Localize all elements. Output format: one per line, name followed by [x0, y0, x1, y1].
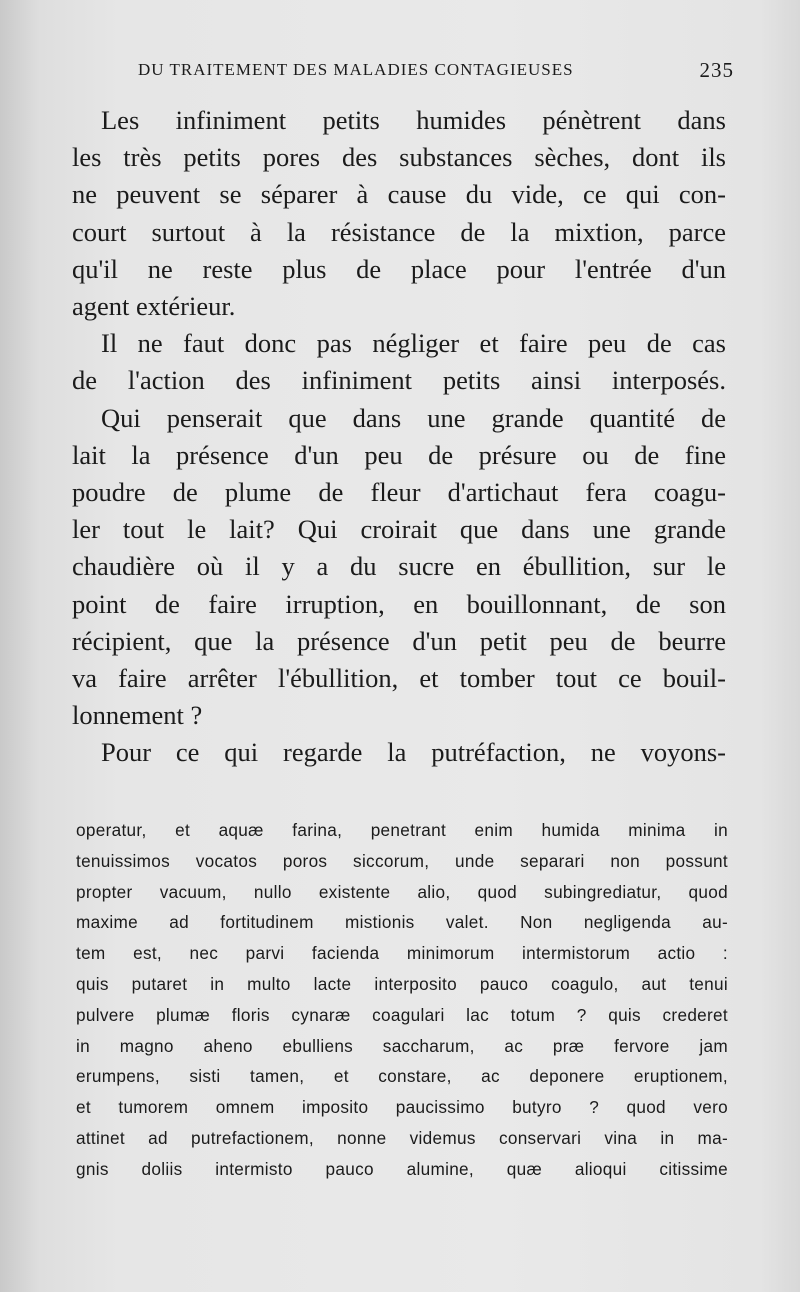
paragraph	[72, 102, 726, 325]
text-line: de l'action des infiniment petits ainsi interposés.	[72, 365, 726, 396]
text-line: Qui penserait que dans une grande quantité de	[101, 402, 726, 433]
footnote-line: operatur, et aquæ farina, penetrant enim humida minima in	[76, 820, 728, 840]
footnote-line: attinet ad putrefactionem, nonne videmus conservari vina in ma-	[76, 1127, 728, 1148]
text-line: Les infiniment petits humides pénètrent dans	[101, 105, 726, 135]
text-line: récipient, que la présence d'un petit peu de beurre	[72, 625, 726, 656]
text-line: poudre de plume de fleur d'artichaut fera coagu-	[72, 477, 726, 508]
footnote-line: propter vacuum, nullo existente alio, quod subingrediatur, quod	[76, 881, 728, 902]
footnote-line: tenuissimos vocatos poros siccorum, unde separari non possunt	[76, 850, 728, 871]
text-line: ler tout le lait? Qui croirait que dans une grande	[72, 514, 726, 545]
text-line: Il ne faut donc pas négliger et faire peu de cas	[101, 328, 726, 359]
running-title: DU TRAITEMENT DES MALADIES CONTAGIEUSES	[138, 60, 574, 79]
paragraph	[72, 400, 726, 735]
text-line: Pour ce qui regarde la putréfaction, ne voyons-	[101, 737, 726, 768]
text-line: qu'il ne reste plus de place pour l'entrée d'un	[72, 253, 726, 284]
footnote-line: erumpens, sisti tamen, et constare, ac deponere eruptionem,	[76, 1066, 728, 1087]
text-line: les très petits pores des substances sèches, dont ils	[72, 142, 726, 173]
running-head	[138, 58, 734, 86]
paragraph	[72, 325, 726, 399]
text-line: va faire arrêter l'ébullition, et tomber tout ce bouil-	[72, 663, 726, 694]
footnote-line: pulvere plumæ floris cynaræ coagulari lac totum ? quis crederet	[76, 1004, 728, 1025]
footnote-line: quis putaret in multo lacte interposito pauco coagulo, aut tenui	[76, 973, 728, 994]
footnote-line: gnis doliis intermisto pauco alumine, quæ alioqui citissime	[76, 1158, 728, 1179]
footnote-latin	[76, 815, 728, 1185]
text-line: court surtout à la résistance de la mixtion, parce	[72, 216, 726, 247]
footnote-line: in magno aheno ebulliens saccharum, ac præ fervore jam	[76, 1035, 728, 1056]
text-line: lait la présence d'un peu de présure ou de fine	[72, 439, 726, 470]
footnote-line: tem est, nec parvi facienda minimorum intermistorum actio :	[76, 943, 728, 964]
main-text	[72, 102, 726, 772]
footnote-line: maxime ad fortitudinem mistionis valet. Non negligenda au-	[76, 912, 728, 933]
text-line: point de faire irruption, en bouillonnant, de son	[72, 588, 726, 619]
page-number: 235	[699, 58, 734, 82]
footnote-line: et tumorem omnem imposito paucissimo butyro ? quod vero	[76, 1097, 728, 1118]
text-line: agent extérieur.	[72, 291, 236, 322]
text-line: ne peuvent se séparer à cause du vide, ce qui con-	[72, 179, 726, 210]
paragraph	[72, 734, 726, 771]
text-line: lonnement ?	[72, 700, 203, 731]
text-line: chaudière où il y a du sucre en ébullition, sur le	[72, 551, 726, 582]
